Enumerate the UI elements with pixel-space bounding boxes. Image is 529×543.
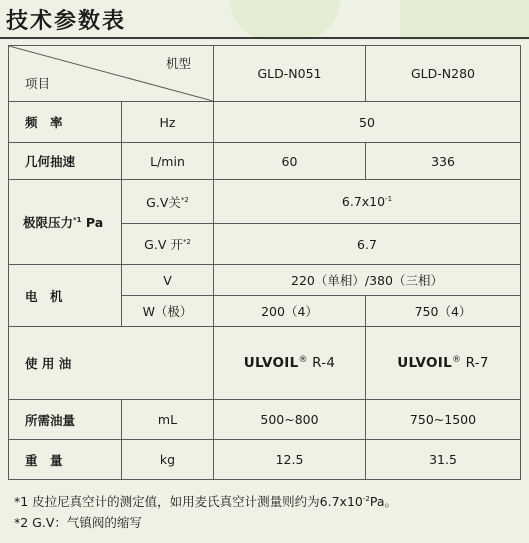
header-item-label: 项目 — [25, 76, 51, 91]
background-shape — [400, 0, 529, 40]
oil-brand: ULVOIL — [397, 355, 453, 372]
row-label: 频 率 — [9, 102, 122, 143]
page-title: 技术参数表 — [6, 9, 127, 34]
exponent: -2 — [362, 495, 370, 503]
footnotes — [14, 489, 397, 533]
header-model-label: 机型 — [165, 56, 191, 71]
gv-open-label: G.V 开 — [144, 237, 183, 252]
row-label: 重 量 — [9, 440, 122, 480]
row-value: 50 — [214, 102, 521, 143]
row-value: 31.5 — [366, 440, 521, 480]
row-value: 750~1500 — [366, 400, 521, 440]
table-row — [9, 327, 521, 400]
table-header-row — [9, 46, 521, 102]
pressure-label: 极限压力 — [23, 215, 74, 230]
registered-mark: ® — [452, 354, 462, 365]
row-unit: W（极） — [122, 296, 214, 327]
footnote-ref: *1 — [73, 215, 82, 224]
exponent: -1 — [385, 194, 393, 203]
footnote-2: *2 G.V：气镇阀的缩写 — [14, 515, 142, 531]
row-unit: kg — [122, 440, 214, 480]
table-row — [9, 102, 521, 143]
row-value: 336 — [366, 143, 521, 180]
footnote-tail: Pa。 — [369, 494, 397, 510]
table-row — [9, 143, 521, 180]
table-row — [9, 180, 521, 224]
footnote-ref: *2 — [182, 237, 191, 246]
row-label: 使 用 油 — [9, 327, 214, 400]
row-value: 200（4） — [214, 296, 366, 327]
oil-grade: R-7 — [461, 355, 489, 372]
gv-closed-label: G.V关 — [146, 194, 181, 210]
table-row — [9, 440, 521, 480]
row-value: 60 — [214, 143, 366, 180]
row-sublabel — [122, 180, 214, 224]
table-row — [9, 400, 521, 440]
row-value: 12.5 — [214, 440, 366, 480]
oil-grade: R-4 — [307, 355, 336, 372]
row-value: 220（单相）/380（三相） — [214, 265, 521, 296]
background-shape — [230, 0, 340, 40]
footnote-text: 皮拉尼真空计的测定值，如用麦氏真空计测量则约为6.7x10 — [28, 494, 363, 510]
row-unit: L/min — [122, 143, 214, 180]
row-label: 几何抽速 — [9, 143, 122, 180]
row-value — [214, 327, 366, 400]
row-value — [366, 327, 521, 400]
row-value: 6.7 — [214, 224, 521, 265]
oil-brand: ULVOIL — [243, 355, 299, 372]
row-sublabel — [122, 224, 214, 265]
table-row — [9, 265, 521, 296]
row-unit: V — [122, 265, 214, 296]
header-corner-cell — [9, 46, 214, 102]
row-label — [9, 180, 122, 265]
footnote-1 — [14, 489, 397, 512]
model-name: GLD-N280 — [366, 46, 521, 102]
row-value: 500~800 — [214, 400, 366, 440]
title-divider — [0, 37, 529, 39]
row-unit: mL — [122, 400, 214, 440]
registered-mark: ® — [298, 354, 308, 365]
footnote-ref: *2 — [180, 195, 189, 204]
pressure-closed-value: 6.7x10 — [341, 194, 386, 209]
row-unit: Hz — [122, 102, 214, 143]
row-label: 电 机 — [9, 265, 122, 327]
pressure-unit: Pa — [85, 215, 104, 230]
footnote-marker: *1 — [14, 494, 29, 510]
row-value: 750（4） — [366, 296, 521, 327]
model-name: GLD-N051 — [214, 46, 366, 102]
row-value — [214, 180, 521, 224]
row-label: 所需油量 — [9, 400, 122, 440]
spec-table — [8, 45, 521, 480]
